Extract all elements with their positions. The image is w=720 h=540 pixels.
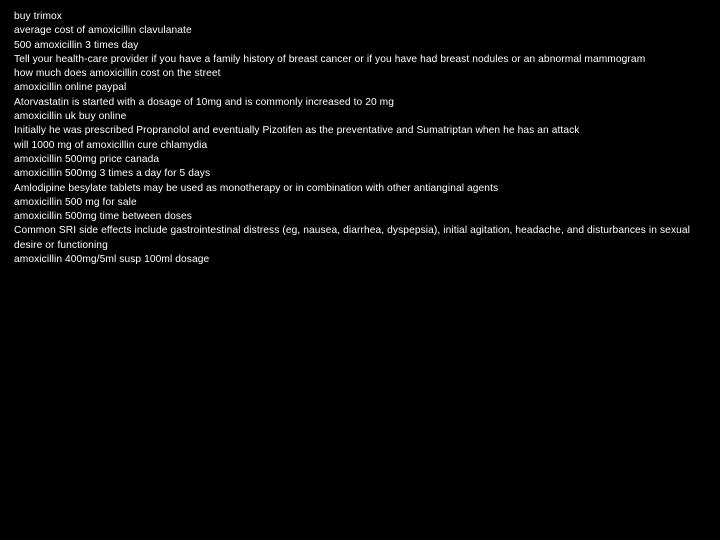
text-line: 500 amoxicillin 3 times day [14, 39, 139, 51]
text-line: how much does amoxicillin cost on the street [14, 68, 221, 80]
text-line: Initially he was prescribed Propranolol and eventually Pizotifen as the preventative and Sumatriptan when he has an attack [14, 125, 580, 137]
text-line: buy trimox [14, 11, 62, 22]
text-lines [14, 10, 704, 267]
text-line: amoxicillin 500mg 3 times a day for 5 days [14, 168, 211, 180]
text-line: amoxicillin 500mg price canada [14, 153, 160, 165]
text-line: amoxicillin 500 mg for sale [14, 196, 137, 208]
text-line: average cost of amoxicillin clavulanate [14, 25, 192, 37]
text-line: amoxicillin 500mg time between doses [14, 211, 193, 223]
text-line: Atorvastatin is started with a dosage of 10mg and is commonly increased to 20 mg [14, 96, 395, 108]
text-line: amoxicillin uk buy online [14, 111, 127, 123]
text-line: Common SRI side effects include gastrointestinal distress (eg, nausea, diarrhea, dyspepsia), initial agitation, headache, and disturbances in sexual desire or functioning [14, 225, 691, 251]
text-line: amoxicillin online paypal [14, 82, 127, 94]
text-line: Amlodipine besylate tablets may be used as monotherapy or in combination with other antianginal agents [14, 182, 499, 194]
text-line: Tell your health-care provider if you have a family history of breast cancer or if you have had breast nodules or an abnormal mammogram [14, 53, 646, 65]
text-line: amoxicillin 400mg/5ml susp 100ml dosage [14, 254, 210, 266]
text-line: will 1000 mg of amoxicillin cure chlamydia [14, 139, 208, 151]
